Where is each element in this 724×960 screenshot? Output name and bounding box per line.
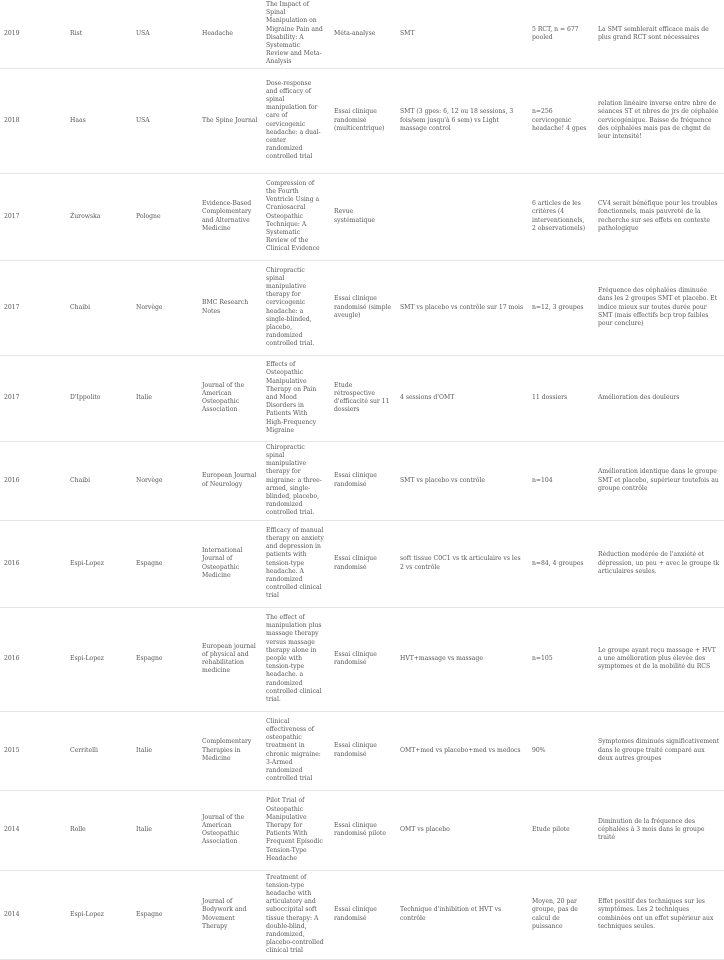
journal-cell: Journal of the American Osteopathic Association [198, 790, 264, 870]
journal-cell: Journal of Bodywork and Movement Therapy [198, 870, 264, 959]
author-cell: Haas [66, 68, 132, 173]
table-row [0, 441, 724, 520]
intervention-cell: 4 sessions d'OMT [396, 355, 528, 441]
author-cell: Espi-Lopez [66, 607, 132, 711]
author-cell: Cerritelli [66, 711, 132, 790]
table-row [0, 173, 724, 260]
year-cell: 2017 [0, 355, 66, 441]
sample-cell: n=12, 3 groupes [528, 260, 594, 355]
author-cell: Rist [66, 0, 132, 68]
intervention-cell: OMT+med vs placebo+med vs medocs [396, 711, 528, 790]
study-type-cell: Essai clinique randomisé [330, 520, 396, 607]
study-type-cell: Essai clinique randomisé (simple aveugle) [330, 260, 396, 355]
intervention-cell [396, 173, 528, 260]
study-type-cell: Essai clinique randomisé [330, 711, 396, 790]
journal-cell: European Journal of Neurology [198, 441, 264, 520]
table-row [0, 355, 724, 441]
sample-cell: 90% [528, 711, 594, 790]
study-type-cell: Essai clinique randomisé pilote [330, 790, 396, 870]
sample-cell: n=105 [528, 607, 594, 711]
sample-cell: 11 dossiers [528, 355, 594, 441]
author-cell: Espi-Lopez [66, 870, 132, 959]
year-cell: 2016 [0, 607, 66, 711]
country-cell: Norvège [132, 260, 198, 355]
intervention-cell: SMT vs placebo vs contrôle [396, 441, 528, 520]
intervention-cell: soft tissue C0C1 vs tk articulaire vs les 2 vs contrôle [396, 520, 528, 607]
journal-cell: Evidence-Based Complementary and Alternative Medicine [198, 173, 264, 260]
sample-cell: n=256 cervicogenic headache! 4 gpes [528, 68, 594, 173]
table-row [0, 68, 724, 173]
year-cell: 2014 [0, 870, 66, 959]
sample-cell: Moyen, 20 par groupe, pas de calcul de puissance [528, 870, 594, 959]
author-cell: D'Ippolito [66, 355, 132, 441]
intervention-cell: SMT [396, 0, 528, 68]
study-type-cell: Méta-analyse [330, 0, 396, 68]
result-cell: Diminution de la fréquence des céphalées à 3 mois dans le groupe traité [594, 790, 724, 870]
result-cell: relation linéaire inverse entre nbre de séances ST et nbres de jrs de céphalée cervicogénique. Baisse de fréquence des céphalées mais pas de chgmt de leur intensité! [594, 68, 724, 173]
table-row [0, 0, 724, 68]
result-cell: Effet positif des techniques sur les symptômes. Les 2 techniques combinées ont un effet supérieur aux techniques seules. [594, 870, 724, 959]
result-cell: Amélioration des douleurs [594, 355, 724, 441]
intervention-cell: HVT+massage vs massage [396, 607, 528, 711]
author-cell: Rolle [66, 790, 132, 870]
title-cell: The Impact of Spinal Manipulation on Migraine Pain and Disability: A Systematic Review and Meta-Analysis [264, 0, 330, 68]
title-cell: Pilot Trial of Osteopathic Manipulative Therapy for Patients With Frequent Episodic Tension-Type Headache [264, 790, 330, 870]
study-type-cell: Essai clinique randomisé (multicentrique) [330, 68, 396, 173]
sample-cell: 6 articles de les critères (4 interventionnels, 2 observationels) [528, 173, 594, 260]
intervention-cell: SMT vs placebo vs contrôle sur 17 mois [396, 260, 528, 355]
title-cell: Effects of Osteopathic Manipulative Therapy on Pain and Mood Disorders in Patients With High-Frequency Migraine [264, 355, 330, 441]
table-row [0, 711, 724, 790]
table-row [0, 607, 724, 711]
country-cell: Espagne [132, 520, 198, 607]
author-cell: Żurowska [66, 173, 132, 260]
country-cell: Norvège [132, 441, 198, 520]
title-cell: Clinical effectiveness of osteopathic treatment in chronic migraine: 3-Armed randomized controlled trial [264, 711, 330, 790]
country-cell: Espagne [132, 607, 198, 711]
country-cell: USA [132, 0, 198, 68]
year-cell: 2016 [0, 520, 66, 607]
result-cell: CV4 serait bénéfique pour les troubles fonctionnels, mais pauvreté de la recherche sur ses effets en contexte pathologique [594, 173, 724, 260]
journal-cell: European journal of physical and rehabilitation medicine [198, 607, 264, 711]
title-cell: Treatment of tension-type headache with articulatory and suboccipital soft tissue therapy: A double-blind, randomized, placebo-controlled clinical trial [264, 870, 330, 959]
result-cell: Fréquence des céphalées diminuée dans les 2 groupes SMT et placebo. Et indice mieux sur toutes durée pour SMT (mais effectifs bcp trop faibles pour conclure) [594, 260, 724, 355]
journal-cell: The Spine Journal [198, 68, 264, 173]
author-cell: Chaibi [66, 260, 132, 355]
journal-cell: Complementary Therapies in Medicine [198, 711, 264, 790]
intervention-cell: SMT (3 gpes: 6, 12 ou 18 sessions, 3 fois/sem jusqu'à 6 sem) vs Light massage control [396, 68, 528, 173]
title-cell: Chiropractic spinal manipulative therapy for cervicogenic headache: a single-blinded, placebo, randomized controlled trial. [264, 260, 330, 355]
study-type-cell: Essai clinique randomisé [330, 441, 396, 520]
sample-cell: n=84, 4 groupes [528, 520, 594, 607]
year-cell: 2017 [0, 173, 66, 260]
journal-cell: International Journal of Osteopathic Medicine [198, 520, 264, 607]
year-cell: 2017 [0, 260, 66, 355]
country-cell: Espagne [132, 870, 198, 959]
year-cell: 2015 [0, 711, 66, 790]
year-cell: 2018 [0, 68, 66, 173]
table-row [0, 870, 724, 959]
title-cell: Efficacy of manual therapy on anxiety and depression in patients with tension-type headache. A randomized controlled clinical trial [264, 520, 330, 607]
journal-cell: Headache [198, 0, 264, 68]
journal-cell: Journal of the American Osteopathic Association [198, 355, 264, 441]
year-cell: 2019 [0, 0, 66, 68]
table-row [0, 260, 724, 355]
table-row [0, 790, 724, 870]
study-type-cell: Revue systématique [330, 173, 396, 260]
year-cell: 2014 [0, 790, 66, 870]
result-cell: Symptomes diminués significativement dans le groupe traité comparé aux deux autres groupes [594, 711, 724, 790]
result-cell: Réduction modérée de l'anxiété et dépression, un peu + avec le groupe tk articulaires seules. [594, 520, 724, 607]
result-cell: Le groupe ayant reçu massage + HVT a une amélioration plus élevée des symptomes et de la mobilité du RCS [594, 607, 724, 711]
country-cell: Italie [132, 711, 198, 790]
country-cell: Italie [132, 790, 198, 870]
country-cell: USA [132, 68, 198, 173]
title-cell: The effect of manipulation plus massage therapy versus massage therapy alone in people with tension-type headache. a randomized controlled clinical trial. [264, 607, 330, 711]
sample-cell: 5 RCT, n = 677 pooled [528, 0, 594, 68]
sample-cell: n=104 [528, 441, 594, 520]
title-cell: Chiropractic spinal manipulative therapy for migraine: a three-armed, single-blinded, placebo, randomized controlled trial. [264, 441, 330, 520]
author-cell: Chaibi [66, 441, 132, 520]
year-cell: 2016 [0, 441, 66, 520]
title-cell: Compression of the Fourth Ventricle Using a Craniosacral Osteopathic Technique: A Systematic Review of the Clinical Evidence [264, 173, 330, 260]
title-cell: Dose-response and efficacy of spinal manipulation for care of cervicogenic headache: a dual-center randomized controlled trial [264, 68, 330, 173]
result-cell: Amélioration identique dans le groupe SMT et placebo, supérieur toutefois au groupe contrôle [594, 441, 724, 520]
table-row [0, 520, 724, 607]
sample-cell: Etude pilote [528, 790, 594, 870]
study-type-cell: Etude rétrospective d'efficacité sur 11 dossiers [330, 355, 396, 441]
author-cell: Espi-Lopez [66, 520, 132, 607]
country-cell: Italie [132, 355, 198, 441]
country-cell: Pologne [132, 173, 198, 260]
study-type-cell: Essai clinique randomisé [330, 870, 396, 959]
journal-cell: BMC Research Notes [198, 260, 264, 355]
result-cell: La SMT semblerait efficace mais de plus grand RCT sont nécessaires [594, 0, 724, 68]
intervention-cell: Technique d'inhibition et HVT vs contrôle [396, 870, 528, 959]
intervention-cell: OMT vs placebo [396, 790, 528, 870]
study-type-cell: Essai clinique randomisé [330, 607, 396, 711]
